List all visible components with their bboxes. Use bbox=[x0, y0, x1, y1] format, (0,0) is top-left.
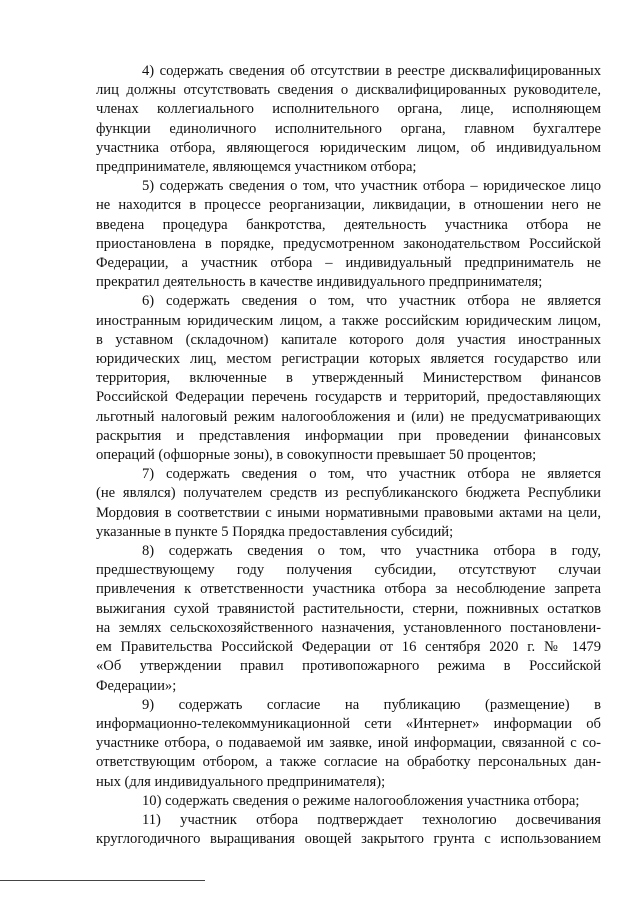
text-line: 10) содержать сведения о режиме налогообложения участника отбора; bbox=[142, 792, 580, 809]
text-line: раскрытия и представления информации при проведении финансовых bbox=[96, 427, 601, 444]
text-line: Федерации»; bbox=[96, 677, 177, 694]
text-line: иностранным юридическим лицом, а также российским юридическим лицом, bbox=[96, 312, 601, 329]
text-line: предшествующему году получения субсидии, отсутствуют случаи bbox=[96, 562, 601, 579]
text-line: льготный налоговый режим налогообложения и (или) не предусматривающих bbox=[96, 408, 601, 425]
text-line: на землях сельскохозяйственного назначения, установленного постановлени- bbox=[96, 619, 601, 636]
text-line: «Об утверждении правил противопожарного режима в Российской bbox=[96, 658, 601, 675]
text-line: 6) содержать сведения о том, что участник отбора не является bbox=[142, 293, 601, 310]
text-line: Российской Федерации перечень государств и территорий, предоставляющих bbox=[96, 389, 601, 406]
text-line: не находится в процессе реорганизации, ликвидации, в отношении него не bbox=[96, 197, 601, 214]
text-line: 4) содержать сведения об отсутствии в реестре дисквалифицированных bbox=[142, 63, 601, 79]
text-line: участника отбора, являющегося юридическим лицом, об индивидуальном bbox=[96, 139, 601, 156]
text-line: 7) содержать сведения о том, что участник отбора не является bbox=[142, 466, 601, 483]
text-line: 9) содержать согласие на публикацию (размещение) в bbox=[142, 696, 601, 713]
text-line: функции единоличного исполнительного органа, главном бухгалтере bbox=[96, 120, 601, 137]
text-line: ных (для индивидуального предпринимателя); bbox=[96, 773, 386, 790]
text-line: ем Правительства Российской Федерации от 16 сентября 2020 г. № 1479 bbox=[96, 639, 601, 656]
text-line: привлечения к ответственности участника отбора за несоблюдение запрета bbox=[96, 581, 601, 598]
paragraph-6 bbox=[96, 292, 601, 465]
paragraph-8 bbox=[96, 542, 601, 696]
text-line: участнике отбора, о подаваемой им заявке, иной информации, связанной с со- bbox=[96, 735, 601, 752]
text-line: введена процедура банкротства, деятельность участника отбора не bbox=[96, 216, 601, 233]
text-line: приостановлена в порядке, предусмотренном законодательством Российской bbox=[96, 235, 601, 252]
text-line: лиц должны отсутствовать сведения о дисквалифицированных руководителе, bbox=[96, 82, 601, 99]
text-line: 11) участник отбора подтверждает технологию досвечивания bbox=[142, 811, 601, 828]
paragraph-4 bbox=[96, 62, 601, 177]
text-line: Федерации, а участник отбора – индивидуальный предприниматель не bbox=[96, 255, 601, 272]
text-line: Мордовия в соответствии с иными нормативными правовыми актами на цели, bbox=[96, 504, 601, 521]
text-line: круглогодичного выращивания овощей закрытого грунта с использованием bbox=[96, 831, 601, 848]
paragraph-11 bbox=[96, 811, 601, 849]
paragraph-7 bbox=[96, 465, 601, 542]
text-line: ответствующим отбором, а также согласие на обработку персональных дан- bbox=[96, 754, 601, 771]
document-body bbox=[96, 62, 601, 849]
text-line: (не являлся) получателем средств из республиканского бюджета Республики bbox=[96, 485, 601, 502]
text-line: указанные в пункте 5 Порядка предоставления субсидий; bbox=[96, 523, 454, 540]
text-line: выжигания сухой травянистой растительности, стерни, пожнивных остатков bbox=[96, 600, 601, 617]
text-line: предпринимателе, являющемся участником отбора; bbox=[96, 159, 417, 176]
text-line: членах коллегиального исполнительного органа, лице, исполняющем bbox=[96, 101, 601, 118]
footer-divider bbox=[0, 880, 205, 881]
text-line: в уставном (складочном) капитале которого доля участия иностранных bbox=[96, 331, 601, 348]
text-line: 8) содержать сведения о том, что участника отбора в году, bbox=[142, 543, 601, 560]
paragraph-9 bbox=[96, 696, 601, 792]
paragraph-5 bbox=[96, 177, 601, 292]
paragraph-10 bbox=[96, 792, 601, 811]
text-line: информационно-телекоммуникационной сети «Интернет» информации об bbox=[96, 715, 601, 732]
text-line: операций (офшорные зоны), в совокупности превышает 50 процентов; bbox=[96, 447, 537, 464]
text-line: территория, включенные в утвержденный Министерством финансов bbox=[96, 370, 601, 387]
text-line: прекратил деятельность в качестве индивидуального предпринимателя; bbox=[96, 274, 543, 291]
text-line: юридических лиц, местом регистрации которых является государство или bbox=[96, 351, 601, 368]
text-line: 5) содержать сведения о том, что участник отбора – юридическое лицо bbox=[142, 178, 601, 195]
